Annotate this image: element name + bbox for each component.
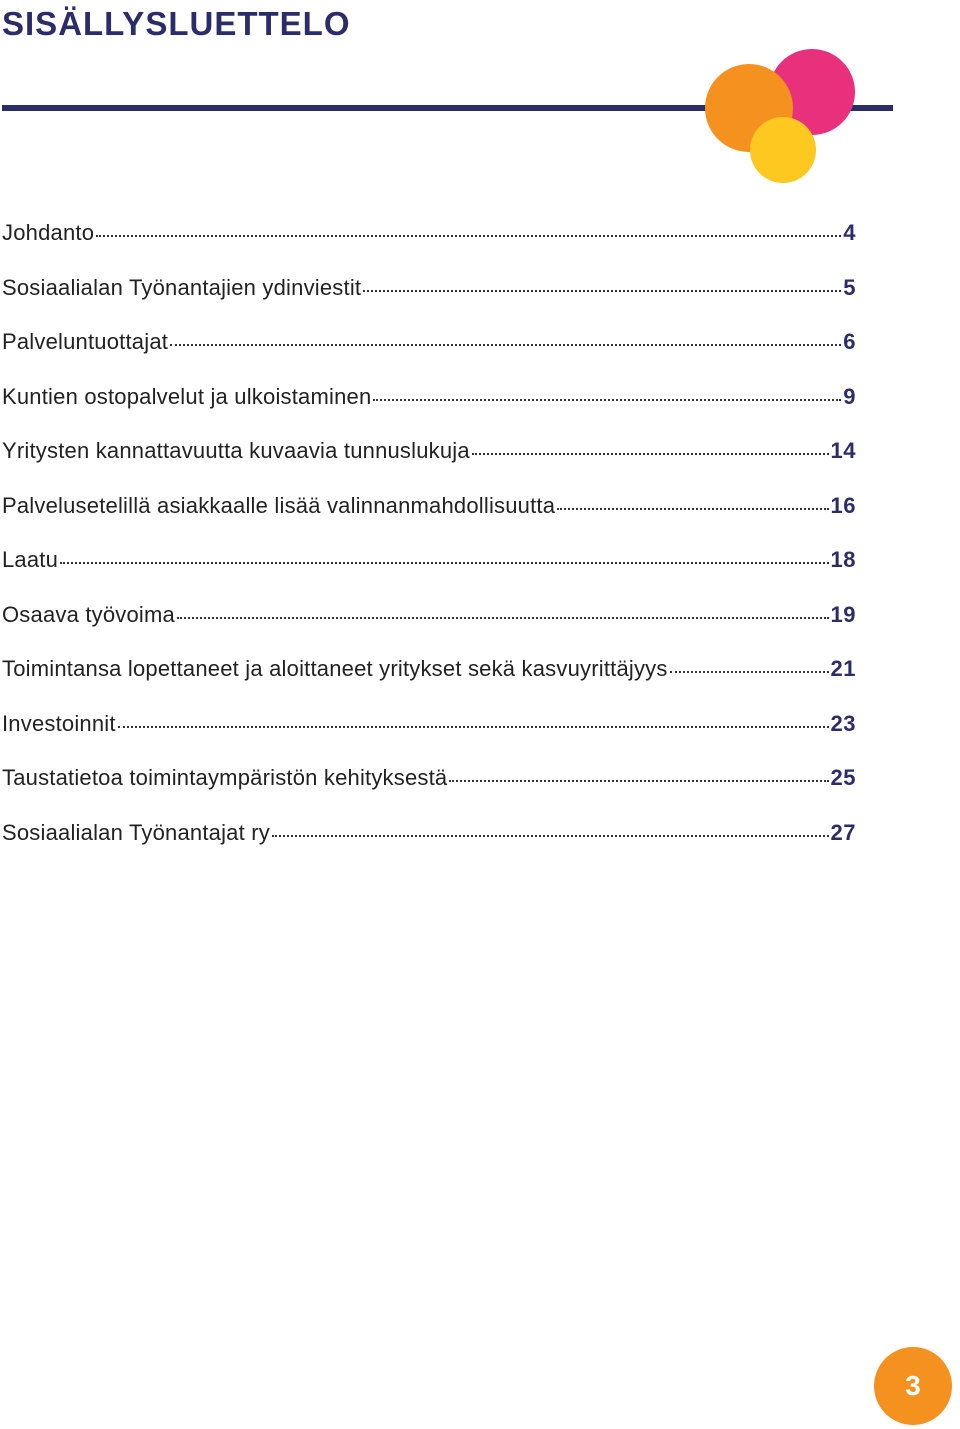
toc-entry-label: Kuntien ostopalvelut ja ulkoistaminen bbox=[2, 383, 372, 409]
toc-entry-label: Sosiaalialan Työnantajat ry bbox=[2, 819, 270, 845]
toc-dot-leader bbox=[373, 399, 841, 401]
toc-dot-leader bbox=[363, 290, 841, 292]
yellow-circle bbox=[750, 117, 816, 183]
toc-entry[interactable] bbox=[2, 651, 856, 706]
toc-dot-leader bbox=[272, 835, 829, 837]
toc-entry[interactable] bbox=[2, 760, 856, 815]
toc-entry-page-number: 5 bbox=[843, 274, 856, 300]
toc-entry-page-number: 19 bbox=[830, 601, 856, 627]
toc-entry-page-number: 27 bbox=[830, 819, 856, 845]
toc-dot-leader bbox=[60, 562, 828, 564]
toc-entry-page-number: 21 bbox=[830, 656, 856, 681]
toc-entry[interactable] bbox=[2, 379, 856, 434]
toc-entry-page-number: 9 bbox=[843, 383, 856, 409]
toc-entry[interactable] bbox=[2, 324, 856, 379]
decorative-circles bbox=[0, 0, 960, 200]
toc-dot-leader bbox=[118, 726, 829, 728]
toc-entry[interactable] bbox=[2, 706, 856, 761]
toc-entry-label: Taustatietoa toimintaympäristön kehityksestä bbox=[2, 765, 448, 790]
toc-entry-label: Palveluntuottajat bbox=[2, 329, 169, 354]
toc-entry-label: Osaava työvoima bbox=[2, 601, 175, 627]
toc-entry[interactable] bbox=[2, 433, 856, 488]
toc-entry-page-number: 14 bbox=[830, 438, 856, 463]
toc-entry[interactable] bbox=[2, 597, 856, 652]
toc-entry-label: Investoinnit bbox=[2, 710, 116, 736]
toc-entry-page-number: 25 bbox=[830, 765, 856, 790]
toc-entry-label: Palvelusetelillä asiakkaalle lisää valinnanmahdollisuutta bbox=[2, 492, 556, 518]
toc-dot-leader bbox=[177, 617, 829, 619]
toc-dot-leader bbox=[170, 344, 841, 346]
toc-entry[interactable] bbox=[2, 215, 856, 270]
toc-entry-label: Toimintansa lopettaneet ja aloittaneet yritykset sekä kasvuyrittäjyys bbox=[2, 656, 668, 681]
toc-entry-label: Yritysten kannattavuutta kuvaavia tunnuslukuja bbox=[2, 438, 470, 463]
toc-entry-label: Laatu bbox=[2, 547, 59, 572]
toc-dot-leader bbox=[96, 235, 841, 237]
toc-entry[interactable] bbox=[2, 815, 856, 870]
toc-entry-page-number: 4 bbox=[843, 220, 856, 245]
toc-entry-label: Sosiaalialan Työnantajien ydinviestit bbox=[2, 274, 362, 300]
toc-entry[interactable] bbox=[2, 270, 856, 325]
toc-entry-page-number: 23 bbox=[830, 710, 856, 736]
table-of-contents bbox=[2, 215, 856, 869]
toc-dot-leader bbox=[557, 508, 828, 510]
toc-entry[interactable] bbox=[2, 488, 856, 543]
toc-dot-leader bbox=[670, 671, 829, 673]
toc-entry-label: Johdanto bbox=[2, 220, 95, 245]
toc-entry-page-number: 18 bbox=[830, 547, 856, 572]
toc-dot-leader bbox=[472, 453, 829, 455]
toc-entry-page-number: 16 bbox=[830, 492, 856, 518]
page-number-badge: 3 bbox=[874, 1347, 952, 1425]
toc-entry[interactable] bbox=[2, 542, 856, 597]
toc-entry-page-number: 6 bbox=[843, 329, 856, 354]
page-title: SISÄLLYSLUETTELO bbox=[2, 5, 351, 42]
toc-dot-leader bbox=[449, 780, 828, 782]
